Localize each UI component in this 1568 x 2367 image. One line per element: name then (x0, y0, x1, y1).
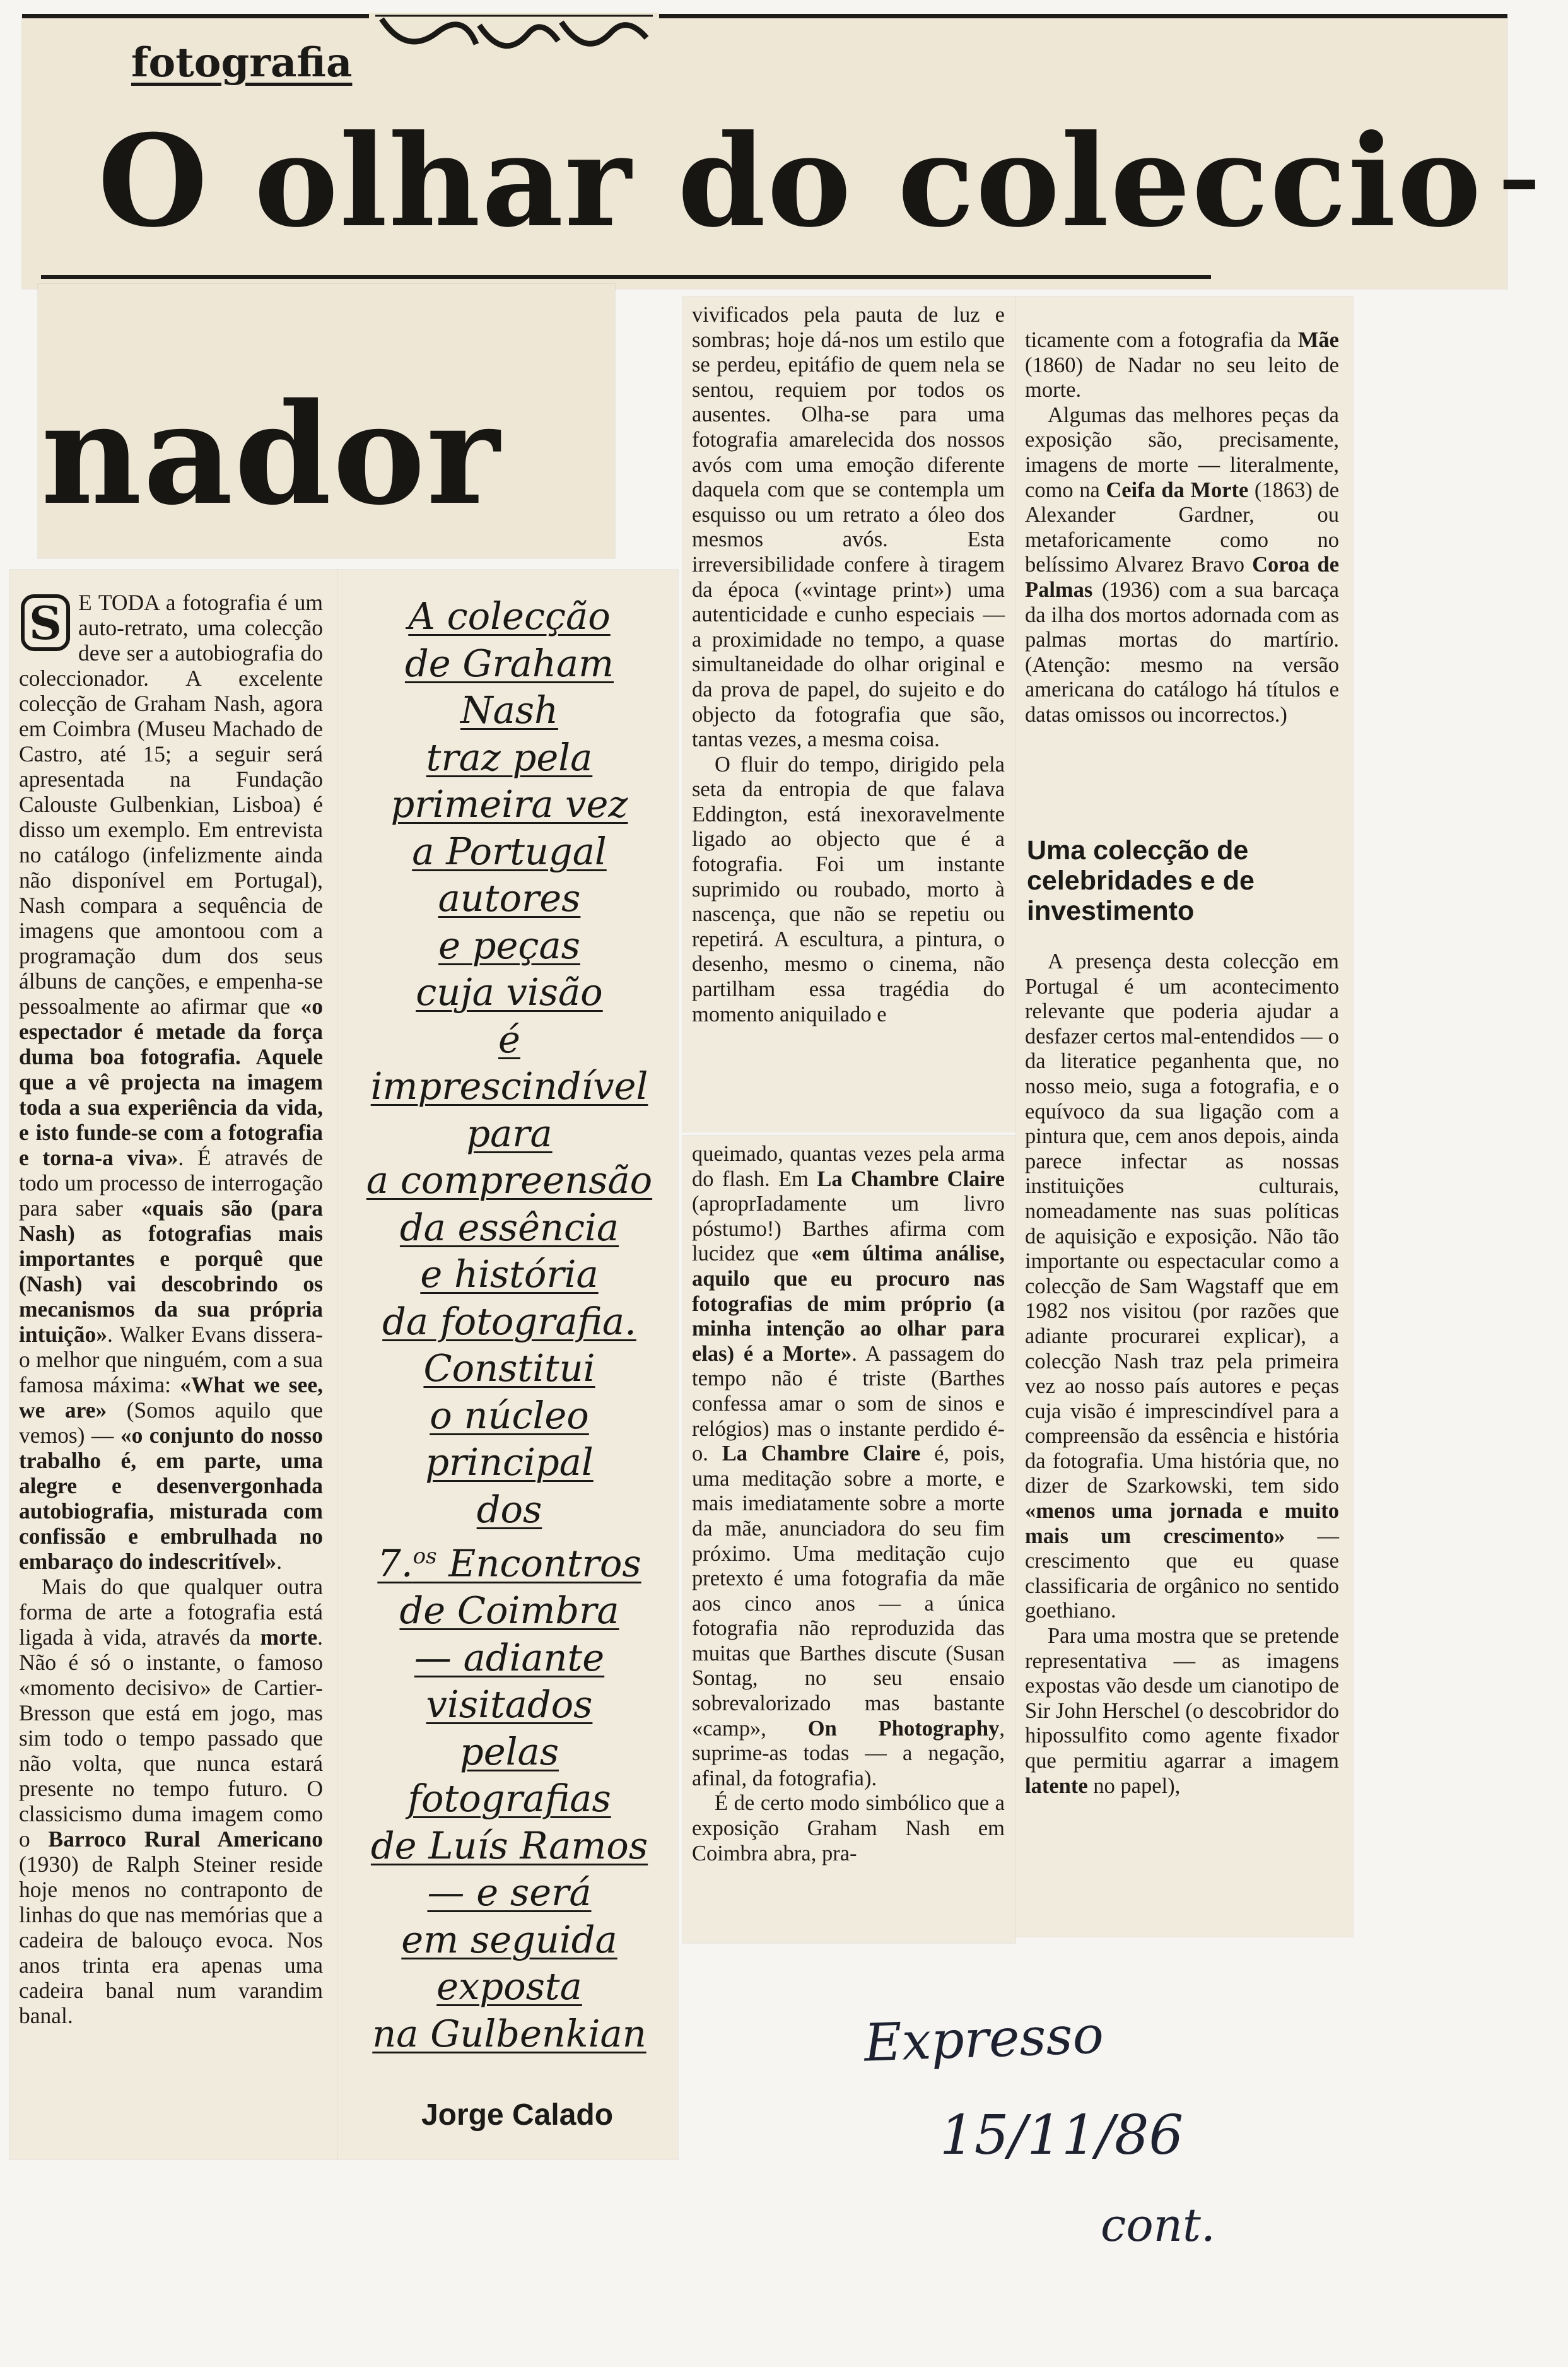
pull-quote-line: o núcleo (430, 1393, 589, 1437)
pull-quote-line: — adiante (414, 1635, 605, 1679)
paragraph: queimado, quantas vezes pela arma do flash. Em La Chambre Claire (aproprIadamente um livro póstumo!) Barthes afirma com lucidez que «em última análise, aquilo que eu procuro nas fotografias de mim próprio (a minha intenção ao olhar para elas) é a Morte». A passagem do tempo não é triste (Barthes confessa amar o som de sinos e relógios) mas o instante perdido é-o. La Chambre Claire é, pois, uma meditação sobre a morte, e mais imediatamente sobre a morte da mãe, anunciadora do seu fim próximo. Uma meditação cujo pretexto é uma fotografia da mãe aos cinco anos — a única fotografia não reproduzida das muitas que Barthes discute (Susan Sontag, no seu ensaio sobrevalorizado mas bastante «camp», On Photography, suprime-as todas — a negação, afinal, da fotografia). (692, 1142, 1005, 1790)
top-rule (22, 14, 1507, 18)
pull-quote-line: para (466, 1111, 553, 1155)
pull-quote-line: é (498, 1017, 520, 1061)
article-column-3-bottom (692, 1142, 1005, 1866)
article-column-1 (19, 590, 323, 2028)
pull-quote-line: primeira vez (390, 782, 628, 826)
pull-quote-line: 7.$^{os}$ Encontros (377, 1541, 641, 1585)
pull-quote-line: Nash (460, 688, 559, 732)
pull-quote-line: de Luís Ramos (370, 1823, 648, 1867)
article-column-4-top (1025, 328, 1339, 728)
pull-quote-line: traz pela (426, 735, 593, 779)
article-column-4-bottom (1025, 949, 1339, 1799)
paragraph: Para uma mostra que se pretende representativa — as imagens expostas vão desde um cianotipo de Sir John Herschel (o descobridor do hipossulfito como agente fixador que permitiu agarrar a imagem latente no papel), (1025, 1624, 1339, 1798)
paragraph: O fluir do tempo, dirigido pela seta da entropia de que falava Eddington, está inexoravelmente ligado ao objecto que é a fotografia. Foi um instante suprimido ou roubado, morto à nascença, que não se repetiu ou repetirá. A escultura, a pintura, o desenho, mesmo o cinema, não partilham essa tragédia do momento aniquilado e (692, 752, 1005, 1026)
paragraph: A presença desta colecção em Portugal é um acontecimento relevante que poderia ajudar a desfazer certos mal-entendidos — o da literatice peganhenta que, no nosso meio, suga a fotografia, e o equívoco da sua ligação com a pintura que, cem anos depois, ainda parece infectar as nossas instituições culturais, nomeadamente nas suas políticas de aquisição e exposição. Não tão importante ou espectacular como a colecção de Sam Wagstaff que em 1982 nos visitou (por razões que adiante procurarei explicar), a colecção Nash traz pela primeira vez ao nosso país autores e peças cuja visão é imprescindível para a compreensão da essência e história da fotografia. Uma história que, no dizer de Szarkowski, tem sido «menos uma jornada e muito mais um crescimento» — crescimento que eu quase classificaria de orgânico no sentido goethiano. (1025, 949, 1339, 1623)
handwritten-note: cont. (1101, 2199, 1215, 2252)
subheading: Uma colecção de celebridades e de investimento (1027, 835, 1255, 926)
pull-quote-line: imprescindível (370, 1064, 648, 1108)
drop-cap (19, 592, 72, 653)
pull-quote-line: visitados (426, 1683, 593, 1727)
pull-quote-line: a compreensão (366, 1158, 653, 1202)
pull-quote-line: cuja visão (416, 970, 603, 1014)
pull-quote-line: em seguida (401, 1917, 617, 1961)
pull-quote-line: de Graham (404, 641, 614, 685)
handwritten-source: Expresso (863, 2005, 1105, 2074)
paragraph: É de certo modo simbólico que a exposição Graham Nash em Coimbra abra, pra- (692, 1791, 1005, 1865)
handwritten-date: 15/11/86 (940, 2104, 1184, 2167)
drop-cap-letter: S (29, 596, 62, 650)
pull-quote-line: A colecção (408, 594, 611, 638)
pull-quote-line: fotografias (407, 1777, 611, 1821)
article-column-3-top (692, 303, 1005, 1027)
pull-quote-line: e peças (438, 923, 580, 967)
byline: Jorge Calado (421, 2098, 614, 2132)
paragraph: ticamente com a fotografia da Mãe (1860) de Nadar no seu leito de morte. (1025, 328, 1339, 402)
pull-quote-line: Constitui (423, 1346, 595, 1390)
paragraph: Algumas das melhores peças da exposição são, precisamente, imagens de morte — literalmente, como na Ceifa da Morte (1863) de Alexander Gardner, ou metaforicamente como no belíssimo Alvarez Bravo Coroa de Palmas (1936) com a sua barcaça da ilha dos mortos adornada com as palmas mortas do martírio. (Atenção: mesmo na versão americana do catálogo há títulos e datas omissos ou incorrectos.) (1025, 402, 1340, 727)
paragraph: S E TODA a fotografia é um auto-retrato, uma colecção deve ser a autobiografia do coleccionador. A excelente colecção de Graham Nash, agora em Coimbra (Museu Machado de Castro, até 15; a seguir será apresentada na Fundação Calouste Gulbenkian, Lisboa) é disso um exemplo. Em entrevista no catálogo (infelizmente ainda não disponível em Portugal), Nash compara a sequência de imagens que amontoou com a programação dum dos seus álbuns de canções, e empenha-se pessoalmente ao afirmar que «o espectador é metade da força duma boa fotografia. Aquele que a vê projecta na imagem toda a sua experiência da vida, e isto funde-se com a fotografia e torna-a viva». É através de todo um processo de interrogação para saber «quais são (para Nash) as fotografias mais importantes e porquê que (Nash) vai descobrindo os mecanismos da sua própria intuição». Walker Evans dissera-o melhor que ninguém, com a sua famosa máxima: «What we see, we are» (Somos aquilo que vemos) — «o conjunto do nosso trabalho é, em parte, uma alegre e desenvergonhada autobiografia, misturada com confissão e embrulhada no embaraço do indescritível». (19, 590, 324, 1574)
pull-quote-line: exposta (436, 1965, 582, 2009)
pull-quote-line: pelas (459, 1729, 559, 1773)
pull-quote-line: e história (420, 1252, 599, 1296)
pull-quote-line: principal (425, 1440, 594, 1484)
pull-quote-line: na Gulbenkian (372, 2011, 647, 2055)
paragraph: Mais do que qualquer outra forma de arte a fotografia está ligada à vida, através da morte. Não é só o instante, o famoso «momento decisivo» de Cartier-Bresson que está em jogo, mas sim todo o tempo passado que não volta, que nunca estará presente no tempo futuro. O classicismo duma imagem como o Barroco Rural Americano (1930) de Ralph Steiner reside hoje menos no contraponto de linhas do que nas memórias que a cadeira de balouço evoca. Nos anos trinta era apenas uma cadeira banal num varandim banal. (19, 1574, 324, 2028)
pull-quote-ordinal-suffix: os (412, 1544, 437, 1569)
pull-quote (341, 593, 678, 2057)
pull-quote-line: a Portugal (412, 829, 607, 873)
section-label: fotografia (131, 39, 353, 86)
pull-quote-ordinal: 7. (377, 1541, 413, 1585)
masthead-logo-fragment (369, 13, 659, 67)
headline-rule (41, 275, 1211, 279)
pull-quote-line: — e será (427, 1871, 592, 1915)
pull-quote-line: de Coimbra (399, 1589, 619, 1633)
paragraph: vivificados pela pauta de luz e sombras; hoje dá-nos um estilo que se perdeu, epitáfio de quem nela se sentou, requiem por todos os ausentes. Olha-se para uma fotografia amarelecida dos nossos avós com uma emoção diferente daquela com que se contempla um esquisso ou um retrato a óleo dos mesmos avós. Esta irreversibilidade confere à tiragem da época («vintage print») uma autenticidade e cunho especiais — a proximidade no tempo, a quase simultaneidade do olhar original e da prova de papel, do sujeito e do objecto da fotografia que são, tantas vezes, a mesma coisa. (692, 303, 1005, 752)
pull-quote-line: dos (476, 1487, 542, 1531)
pull-quote-line: da essência (399, 1205, 619, 1249)
pull-quote-line: da fotografia. (382, 1299, 636, 1343)
headline-line-2: nador (41, 372, 501, 536)
pull-quote-line: autores (438, 876, 581, 920)
headline-line-1 (98, 102, 1542, 255)
headline-text: O olhar do coleccio (98, 107, 1483, 255)
headline-hyphen: - (1498, 102, 1542, 249)
